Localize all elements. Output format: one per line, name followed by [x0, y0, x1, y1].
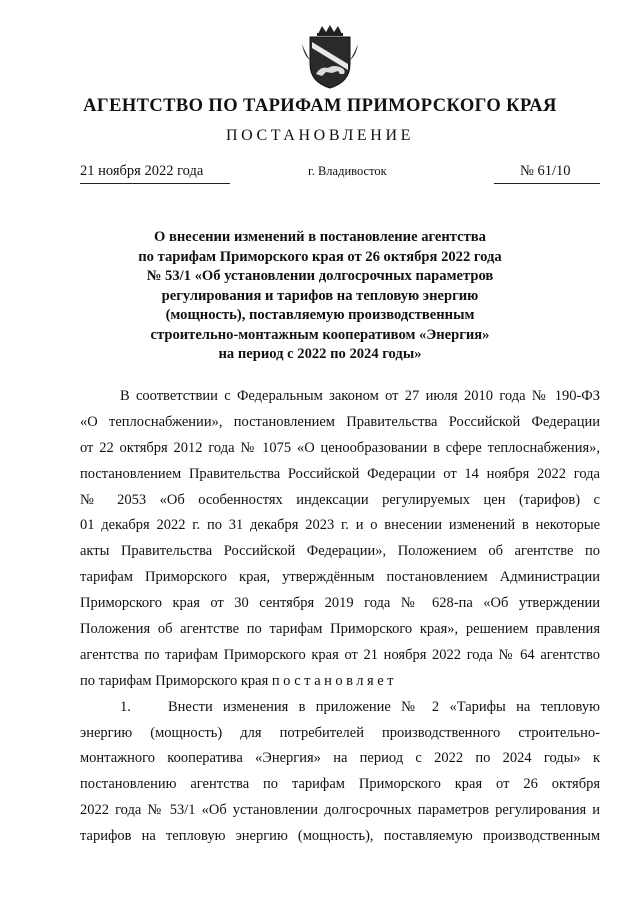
preamble-line: от 22 октября 2012 года № 1075 «О ценообразовании в сфере теплоснабжения»,: [80, 439, 600, 456]
document-date: 21 ноября 2022 года: [80, 163, 204, 179]
document-title: [100, 228, 540, 365]
item-1-line: тарифов на тепловую энергию (мощность), поставляемую производственным: [80, 828, 600, 845]
title-line: по тарифам Приморского края от 26 октября 2022 года: [138, 248, 502, 265]
document-body: [80, 384, 600, 850]
agency-name: АГЕНТСТВО ПО ТАРИФАМ ПРИМОРСКОГО КРАЯ: [83, 96, 557, 116]
item-1-first-text: Внести изменения в приложение № 2 «Тарифы на тепловую: [168, 698, 600, 715]
preamble-line: 01 декабря 2022 г. по 31 декабря 2023 г. и о внесении изменений в некоторые: [80, 517, 600, 534]
coat-of-arms-icon: [298, 24, 362, 90]
preamble-line: № 2053 «Об особенностях индексации регулируемых цен (тарифов) с: [80, 491, 600, 508]
preamble-closing-text: по тарифам Приморского края: [80, 672, 269, 689]
preamble-line: постановлением Правительства Российской Федерации от 14 ноября 2022 года: [80, 465, 600, 482]
preamble-line: Приморского края от 30 сентября 2019 года № 628-па «Об утверждении: [80, 595, 600, 612]
preamble-line: Положения об агентстве по тарифам Приморского края», решением правления: [80, 621, 600, 638]
preamble-line: агентства по тарифам Приморского края от 21 ноября 2022 года № 64 агентство: [80, 646, 600, 663]
title-line: регулирования и тарифов на тепловую энергию: [161, 287, 479, 304]
title-line: строительно-монтажным кооперативом «Энергия»: [150, 326, 490, 343]
preamble-line: акты Правительства Российской Федерации», Положением об агентстве по: [80, 543, 600, 560]
item-1-line: 2022 года № 53/1 «Об установлении долгосрочных параметров регулирования и: [80, 802, 600, 819]
preamble-closing-line: [80, 669, 600, 695]
document-type: ПОСТАНОВЛЕНИЕ: [226, 127, 414, 144]
item-1-first-line: [80, 695, 600, 721]
resolves-word: постановляет: [271, 672, 397, 689]
preamble-line: тарифам Приморского края, утверждённым постановлением Администрации: [80, 569, 600, 586]
item-1-line: постановлению агентства по тарифам Приморского края от 26 октября: [80, 776, 600, 793]
item-1-number: 1.: [120, 698, 131, 715]
preamble-line: В соответствии с Федеральным законом от 27 июля 2010 года № 190-ФЗ: [120, 388, 600, 404]
title-line: на период с 2022 по 2024 годы»: [218, 346, 422, 362]
date-underline: [80, 183, 230, 184]
item-1-line: монтажного кооператива «Энергия» на период с 2022 по 2024 годы» к: [80, 750, 600, 767]
preamble-line: «О теплоснабжении», постановлением Правительства Российской Федерации: [80, 413, 600, 430]
title-line: (мощность), поставляемую производственным: [165, 307, 475, 323]
item-1-line: энергию (мощность) для потребителей производственного строительно-: [80, 724, 600, 741]
number-underline: [494, 183, 600, 184]
title-line: № 53/1 «Об установлении долгосрочных параметров: [146, 268, 494, 284]
document-city: г. Владивосток: [308, 164, 387, 178]
document-number: № 61/10: [520, 163, 571, 179]
title-line: О внесении изменений в постановление агентства: [154, 229, 486, 245]
